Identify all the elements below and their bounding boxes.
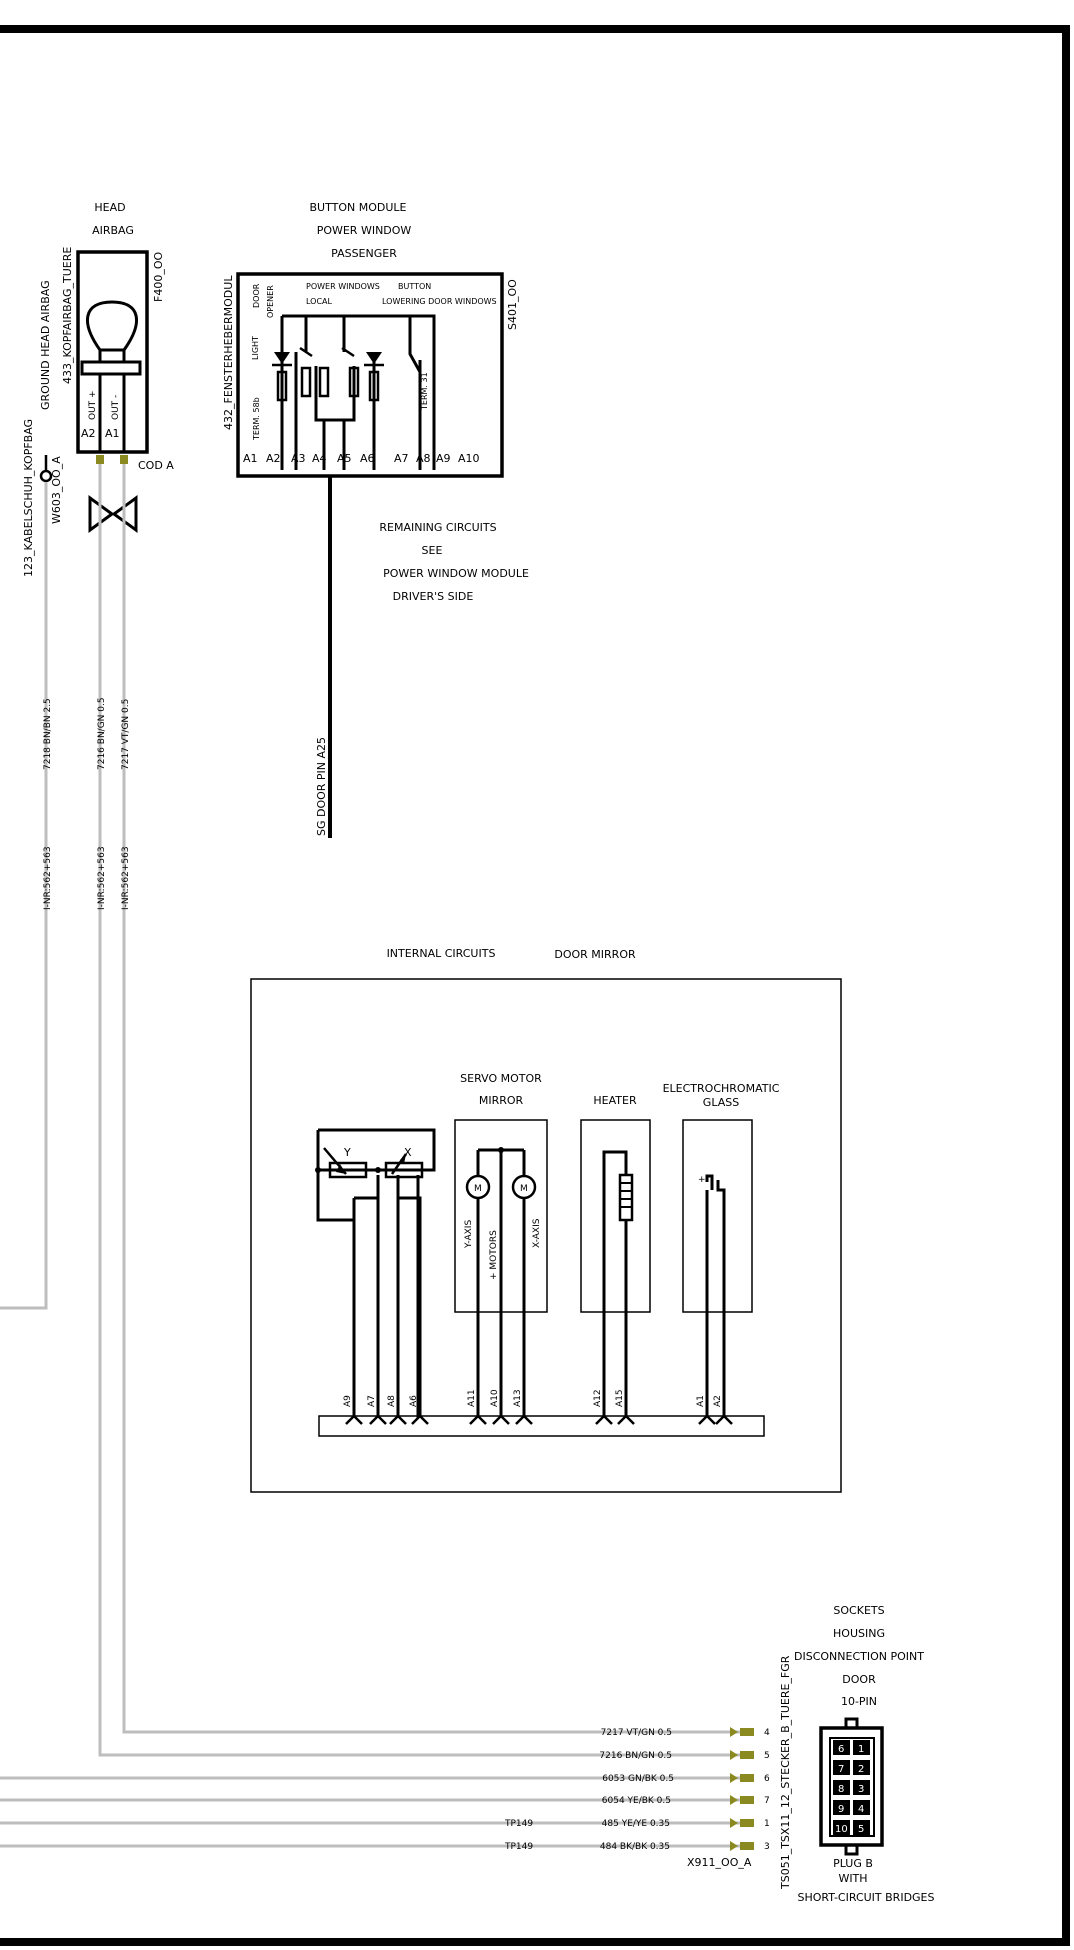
button-module-title-1: BUTTON MODULE: [309, 201, 407, 214]
pot-y-label: Y: [344, 1146, 351, 1159]
button-module-title-2: POWER WINDOW: [316, 224, 412, 237]
sg-door-label: SG DOOR PIN A25: [315, 736, 328, 836]
conn-wire-label: 484 BK/BK 0.35: [599, 1842, 670, 1852]
sockets-line-3: DISCONNECTION POINT: [794, 1650, 924, 1663]
label-button: BUTTON: [398, 282, 432, 291]
label-lowering: LOWERING DOOR WINDOWS: [382, 297, 497, 306]
mirror-pin: A9: [343, 1395, 353, 1407]
plug-cell: 9: [838, 1804, 845, 1815]
button-module-vert-label: 432_FENSTERHEBERMODUL: [222, 275, 235, 430]
x-axis-label: X-AXIS: [532, 1218, 542, 1248]
plug-cell: 6: [838, 1744, 845, 1755]
wire-7216: [100, 464, 740, 1755]
diode-icon: [366, 352, 382, 364]
bm-pin: A8: [416, 452, 431, 465]
button-module-code: S401_OO: [506, 279, 519, 330]
plug-cell: 3: [858, 1784, 865, 1795]
bm-pin: A4: [312, 452, 327, 465]
mirror-pin: A13: [513, 1389, 523, 1407]
mirror-title-1: INTERNAL CIRCUITS: [386, 947, 496, 960]
mirror-pin: A6: [409, 1395, 419, 1407]
conn-wire-label: 485 YE/YE 0.35: [601, 1819, 670, 1829]
motors-label: + MOTORS: [489, 1230, 499, 1280]
airbag-pin-a1: A1: [105, 427, 120, 440]
sockets-line-2: HOUSING: [833, 1627, 885, 1640]
bowtie-connector-icon: [90, 498, 136, 530]
bm-pin: A5: [337, 452, 352, 465]
wire-7218: [0, 482, 46, 1308]
motor-m-label: M: [474, 1184, 482, 1194]
conn-wire-label: 7217 VT/GN 0.5: [600, 1728, 672, 1738]
wire-inr-1: I-NR:562+563: [43, 846, 53, 910]
airbag-vert-label-2: GROUND HEAD AIRBAG: [39, 280, 52, 410]
label-term-31: TERM. 31: [420, 372, 429, 410]
mirror-pin: A12: [593, 1389, 603, 1407]
plug-cell: 1: [858, 1744, 865, 1755]
servo-title-2: MIRROR: [478, 1094, 524, 1107]
conn-tp-label: TP149: [505, 1842, 534, 1852]
conn-pin-number: 3: [764, 1842, 770, 1852]
plug-line-2: WITH: [838, 1872, 868, 1885]
switch-contact: [302, 368, 310, 396]
conn-pin-number: 7: [764, 1796, 770, 1806]
airbag-title-1: HEAD: [94, 201, 126, 214]
label-term-58b: TERM. 58b: [252, 397, 261, 440]
mirror-pin: A10: [490, 1389, 500, 1407]
sockets-line-4: DOOR: [842, 1673, 876, 1686]
airbag-coding: COD A: [138, 459, 174, 472]
plug-cell: 5: [858, 1824, 865, 1835]
wire-inr-2: I-NR:562+563: [97, 846, 107, 910]
pot-x-label: X: [404, 1146, 412, 1159]
label-power-windows: POWER WINDOWS: [306, 282, 380, 291]
conn-tp-label: TP149: [505, 1819, 534, 1829]
sockets-vert-label: TS051_TSX11_12_STECKER_B_TUERE_FGR: [779, 1655, 792, 1889]
bm-pin: A9: [436, 452, 451, 465]
bm-pin: A2: [266, 452, 281, 465]
remaining-line-4: DRIVER'S SIDE: [392, 590, 474, 603]
wire-label-7216: 7216 BN/GN 0.5: [97, 697, 107, 770]
heater-box: [581, 1120, 650, 1312]
bm-pin: A6: [360, 452, 375, 465]
mirror-pin: A15: [615, 1389, 625, 1407]
airbag-squib-base: [82, 362, 140, 374]
switch-contact: [320, 368, 328, 396]
remaining-line-3: POWER WINDOW MODULE: [383, 567, 529, 580]
mirror-title-2: DOOR MIRROR: [554, 948, 636, 961]
mirror-pin: A8: [387, 1395, 397, 1407]
wire-7217: [124, 464, 740, 1732]
airbag-squib-icon: [88, 302, 137, 350]
mirror-connector-strip: [319, 1416, 764, 1436]
conn-wire-label: 7216 BN/GN 0.5: [599, 1751, 672, 1761]
mirror-pin: A7: [367, 1395, 377, 1407]
bm-pin: A10: [458, 452, 480, 465]
sockets-line-1: SOCKETS: [833, 1604, 885, 1617]
airbag-pin-a2: A2: [81, 427, 96, 440]
electro-plus: +: [698, 1175, 706, 1185]
heater-title: HEATER: [593, 1094, 637, 1107]
plug-cell: 4: [858, 1804, 865, 1815]
conn-pin-number: 6: [764, 1774, 770, 1784]
mirror-pin: A2: [713, 1395, 723, 1407]
servo-title-1: SERVO MOTOR: [460, 1072, 542, 1085]
plug-cell: 8: [838, 1784, 845, 1795]
ground-lug-code: W603_OO_A: [50, 456, 63, 524]
label-door: DOOR: [252, 283, 261, 308]
wire-inr-3: I-NR:562+563: [121, 846, 131, 910]
plug-cell: 10: [835, 1824, 848, 1835]
airbag-pin-terminal: [120, 455, 128, 464]
remaining-line-1: REMAINING CIRCUITS: [379, 521, 497, 534]
remaining-line-2: SEE: [421, 544, 443, 557]
plug-cell: 2: [858, 1764, 865, 1775]
sockets-code: X911_OO_A: [687, 1856, 752, 1869]
motor-m-label: M: [520, 1184, 528, 1194]
airbag-title-2: AIRBAG: [92, 224, 134, 237]
bm-pin: A1: [243, 452, 258, 465]
bm-pin: A3: [291, 452, 306, 465]
label-local: LOCAL: [306, 297, 332, 306]
conn-pin-number: 1: [764, 1819, 770, 1829]
label-light: LIGHT: [251, 336, 260, 360]
sockets-line-5: 10-PIN: [840, 1695, 878, 1708]
airbag-code: F400_OO: [152, 251, 165, 302]
heater-element-icon: [620, 1175, 632, 1220]
airbag-pin-out-plus: OUT +: [88, 390, 98, 420]
button-module-pin-row: [243, 452, 480, 465]
bm-pin: A7: [394, 452, 409, 465]
mirror-pin-forks: [346, 1416, 732, 1424]
conn-pin-number: 4: [764, 1728, 770, 1738]
mirror-pin: A1: [696, 1395, 706, 1407]
conn-pin-number: 5: [764, 1751, 770, 1761]
diode-icon: [274, 352, 290, 364]
electro-title-1: ELECTROCHROMATIC: [662, 1082, 780, 1095]
button-module-title-3: PASSENGER: [331, 247, 397, 260]
mirror-pin: A11: [467, 1389, 477, 1407]
plug-cell: 7: [838, 1764, 845, 1775]
electro-title-2: GLASS: [702, 1096, 740, 1109]
conn-wire-label: 6054 YE/BK 0.5: [601, 1796, 671, 1806]
airbag-box: [78, 252, 147, 452]
airbag-vert-label: 433_KOPFAIRBAG_TUERE: [61, 246, 74, 384]
airbag-pin-out-minus: OUT -: [111, 394, 121, 420]
y-axis-label: Y-AXIS: [464, 1219, 474, 1248]
airbag-pin-terminal: [96, 455, 104, 464]
wire-label-7217: 7217 VT/GN 0.5: [121, 698, 131, 770]
ground-lug-label: 123_KABELSCHUH_KOPFBAG: [22, 418, 35, 577]
electro-box: [683, 1120, 752, 1312]
plug-line-1: PLUG B: [833, 1857, 873, 1870]
plug-line-3: SHORT-CIRCUIT BRIDGES: [797, 1891, 935, 1904]
conn-wire-label: 6053 GN/BK 0.5: [602, 1774, 674, 1784]
potentiometer-block: [318, 1130, 434, 1418]
wire-label-7218: 7218 BN/BN 2.5: [43, 698, 53, 770]
label-opener: OPENER: [266, 285, 275, 318]
